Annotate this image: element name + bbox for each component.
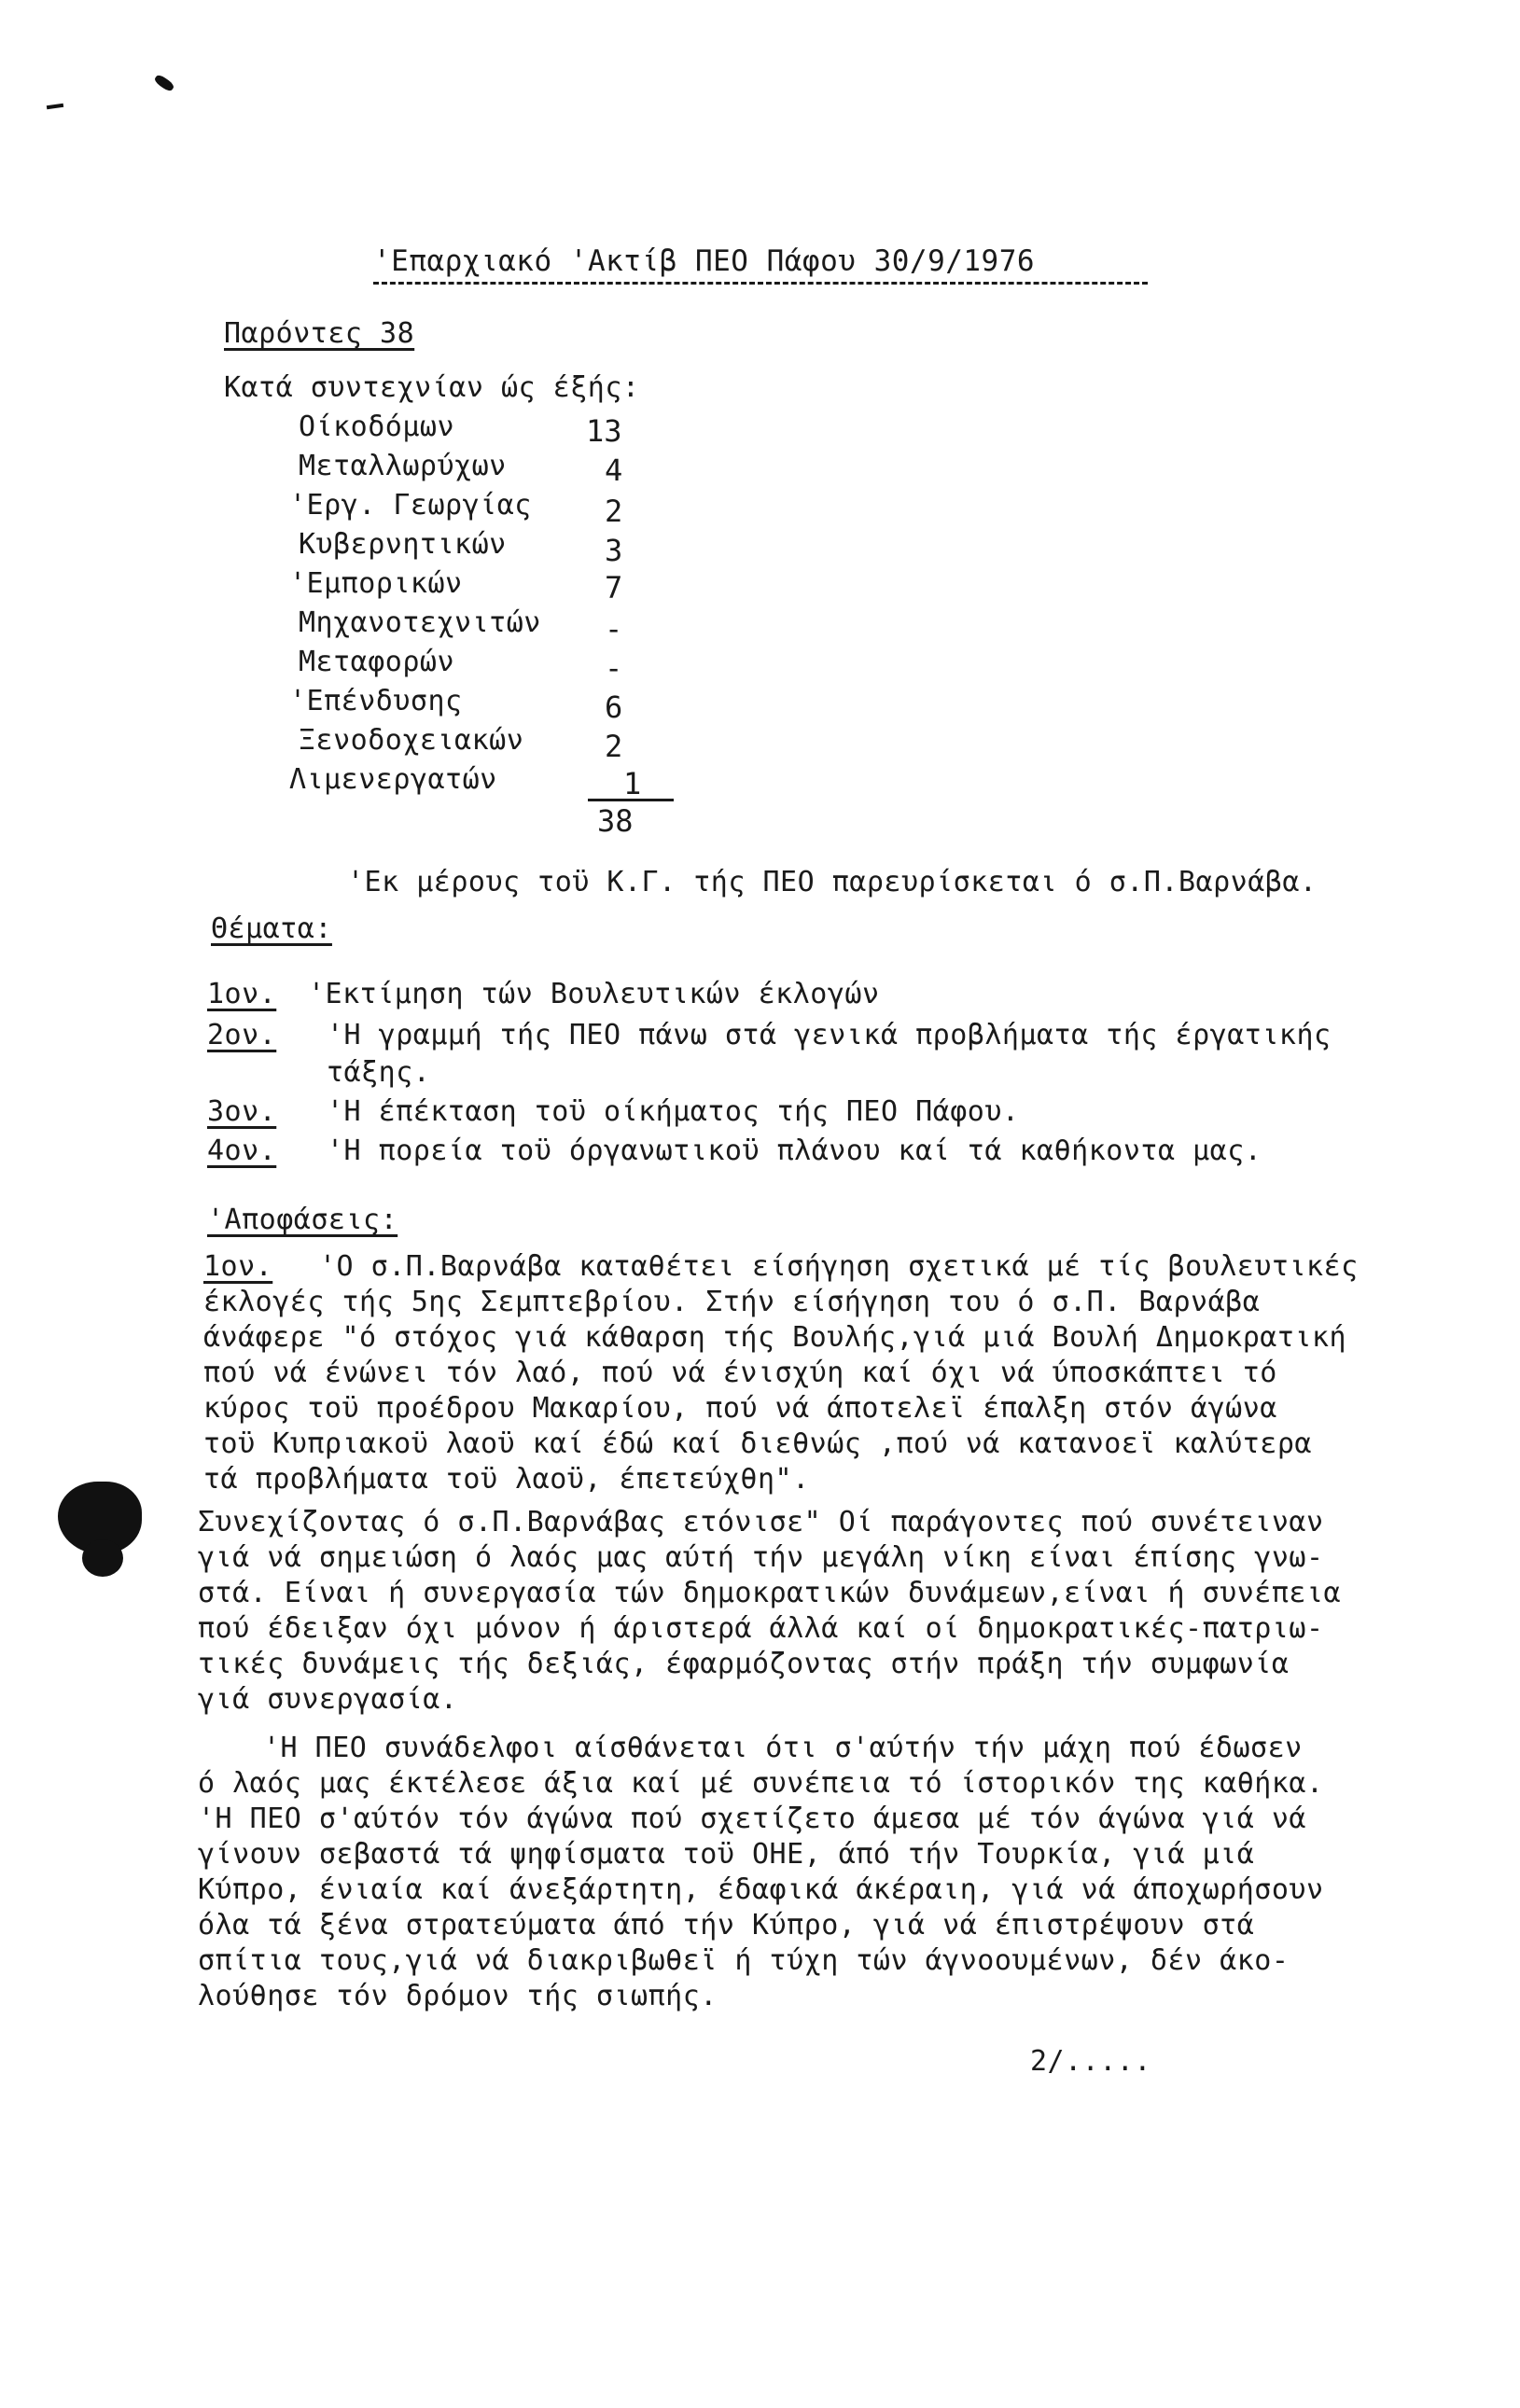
decision-line: έκλογές τής 5ης Σεμπτεβρίου. Στήν είσήγηση του ό σ.Π. Βαρνάβα <box>203 1286 1261 1318</box>
union-count: 4 <box>605 452 623 488</box>
union-name: 'Εργ. Γεωργίας <box>289 489 532 522</box>
union-name: Μεταφορών <box>299 646 455 678</box>
kg-note: 'Εκ μέρους τοϋ Κ.Γ. τής ΠΕΟ παρευρίσκεται ό σ.Π.Βαρνάβα. <box>347 866 1318 898</box>
union-count: 13 <box>586 413 622 449</box>
decision-line: γιά νά σημειώση ό λαός μας αύτή τήν μεγάλη νίκη είναι έπίσης γνω- <box>198 1541 1324 1574</box>
decision-line: τοϋ Κυπριακοϋ λαοϋ καί έδώ καί διεθνώς ,πού νά κατανοεϊ καλύτερα <box>203 1427 1312 1460</box>
decision-line: τά προβλήματα τοϋ λαοϋ, έπετεύχθη". <box>203 1463 810 1496</box>
total-rule <box>588 799 674 801</box>
title-underline <box>373 282 1148 285</box>
union-count: 2 <box>605 729 623 764</box>
decision-line: γίνουν σεβαστά τά ψηφίσματα τοϋ ΟΗΕ, άπό τήν Τουρκία, γιά μιά <box>198 1838 1255 1871</box>
union-count: - <box>605 650 623 686</box>
union-count: 1 <box>623 766 642 801</box>
decision-line: 'Ο σ.Π.Βαρνάβα καταθέτει είσήγηση σχετικά μέ τίς βουλευτικές <box>319 1250 1359 1283</box>
union-name: Μεταλλωρύχων <box>299 450 507 482</box>
union-name: Κυβερνητικών <box>299 528 507 561</box>
decision-line: κύρος τοϋ προέδρου Μακαρίου, πού νά άποτελεϊ έπαλξη στόν άγώνα <box>203 1392 1277 1425</box>
topic-text: 'Η πορεία τοϋ όργανωτικοϋ πλάνου καί τά καθήκοντα μας. <box>327 1134 1262 1167</box>
decision-line: σπίτια τους,γιά νά διακριβωθεϊ ή τύχη τών άγνοουμένων, δέν άκο- <box>198 1944 1290 1977</box>
union-name: Οίκοδόμων <box>299 411 455 443</box>
decision-line: Κύπρο, ένιαία καί άνεξάρτητη, έδαφικά άκέραιη, γιά νά άποχωρήσουν <box>198 1873 1324 1906</box>
topic-number: 2ον. <box>207 1019 277 1051</box>
topic-number: 1ον. <box>207 978 277 1010</box>
union-count: 6 <box>605 689 623 725</box>
decisions-heading: 'Αποφάσεις: <box>207 1204 398 1236</box>
document-title: 'Επαρχιακό 'Ακτίβ ΠΕΟ Πάφου 30/9/1976 <box>373 244 1036 278</box>
scan-mark-top <box>153 74 175 93</box>
decision-line: 'Η ΠΕΟ συνάδελφοι αίσθάνεται ότι σ'αύτήν τήν μάχη πού έδωσεν <box>263 1732 1303 1764</box>
union-count: - <box>605 611 623 647</box>
decision-line: γιά συνεργασία. <box>198 1683 458 1716</box>
topic-text: 'Η γραμμή τής ΠΕΟ πάνω στά γενικά προβλήματα τής έργατικής <box>327 1019 1332 1051</box>
topic-text: 'Εκτίμηση τών Βουλευτικών έκλογών <box>308 978 880 1010</box>
decision-line: πού νά ένώνει τόν λαό, πού νά ένισχύη καί όχι νά ύποσκάπτει τό <box>203 1357 1277 1389</box>
topic-text: 'Η έπέκταση τοϋ οίκήματος τής ΠΕΟ Πάφου. <box>327 1095 1020 1128</box>
punch-hole-mark-tail <box>82 1539 123 1577</box>
decision-line: πού έδειξαν όχι μόνον ή άριστερά άλλά καί οί δημοκρατικές-πατριω- <box>198 1612 1324 1645</box>
decision-line: Συνεχίζοντας ό σ.Π.Βαρνάβας ετόνισε" Οί παράγοντες πού συνέτειναν <box>198 1506 1324 1538</box>
page-marker: 2/..... <box>1030 2045 1151 2078</box>
union-name: 'Εμπορικών <box>289 567 463 600</box>
decision-line: άνάφερε "ό στόχος γιά κάθαρση τής Βουλής,γιά μιά Βουλή Δημοκρατική <box>203 1321 1347 1354</box>
topic-number: 3ον. <box>207 1095 277 1128</box>
decision-line: 'Η ΠΕΟ σ'αύτόν τόν άγώνα πού σχετίζετο άμεσα μέ τόν άγώνα γιά νά <box>198 1803 1306 1835</box>
union-name: Λιμενεργατών <box>289 763 497 796</box>
scan-mark-top-left <box>47 104 63 109</box>
decision-line: λούθησε τόν δρόμον τής σιωπής. <box>198 1980 718 2012</box>
topic-text-continuation: τάξης. <box>327 1056 431 1089</box>
topic-number: 4ον. <box>207 1134 277 1167</box>
union-name: Ξενοδοχειακών <box>299 724 524 757</box>
union-name: 'Επένδυσης <box>289 685 463 717</box>
by-union-intro: Κατά συντεχνίαν ώς έξής: <box>224 371 640 404</box>
topics-heading: Θέματα: <box>211 912 332 945</box>
decision-number: 1ον. <box>203 1250 273 1283</box>
decision-line: όλα τά ξένα στρατεύματα άπό τήν Κύπρο, γιά νά έπιστρέψουν στά <box>198 1909 1255 1942</box>
decision-line: ό λαός μας έκτέλεσε άξια καί μέ συνέπεια τό ίστορικόν της καθήκα. <box>198 1767 1324 1800</box>
union-count: 3 <box>605 533 623 568</box>
total-count: 38 <box>597 803 634 839</box>
present-count: Παρόντες 38 <box>224 317 415 350</box>
union-name: Μηχανοτεχνιτών <box>299 606 541 639</box>
decision-line: στά. Είναι ή συνεργασία τών δημοκρατικών δυνάμεων,είναι ή συνέπεια <box>198 1577 1342 1609</box>
decision-line: τικές δυνάμεις τής δεξιάς, έφαρμόζοντας στήν πράξη τήν συμφωνία <box>198 1648 1290 1680</box>
union-count: 7 <box>605 570 623 605</box>
union-count: 2 <box>605 494 623 529</box>
